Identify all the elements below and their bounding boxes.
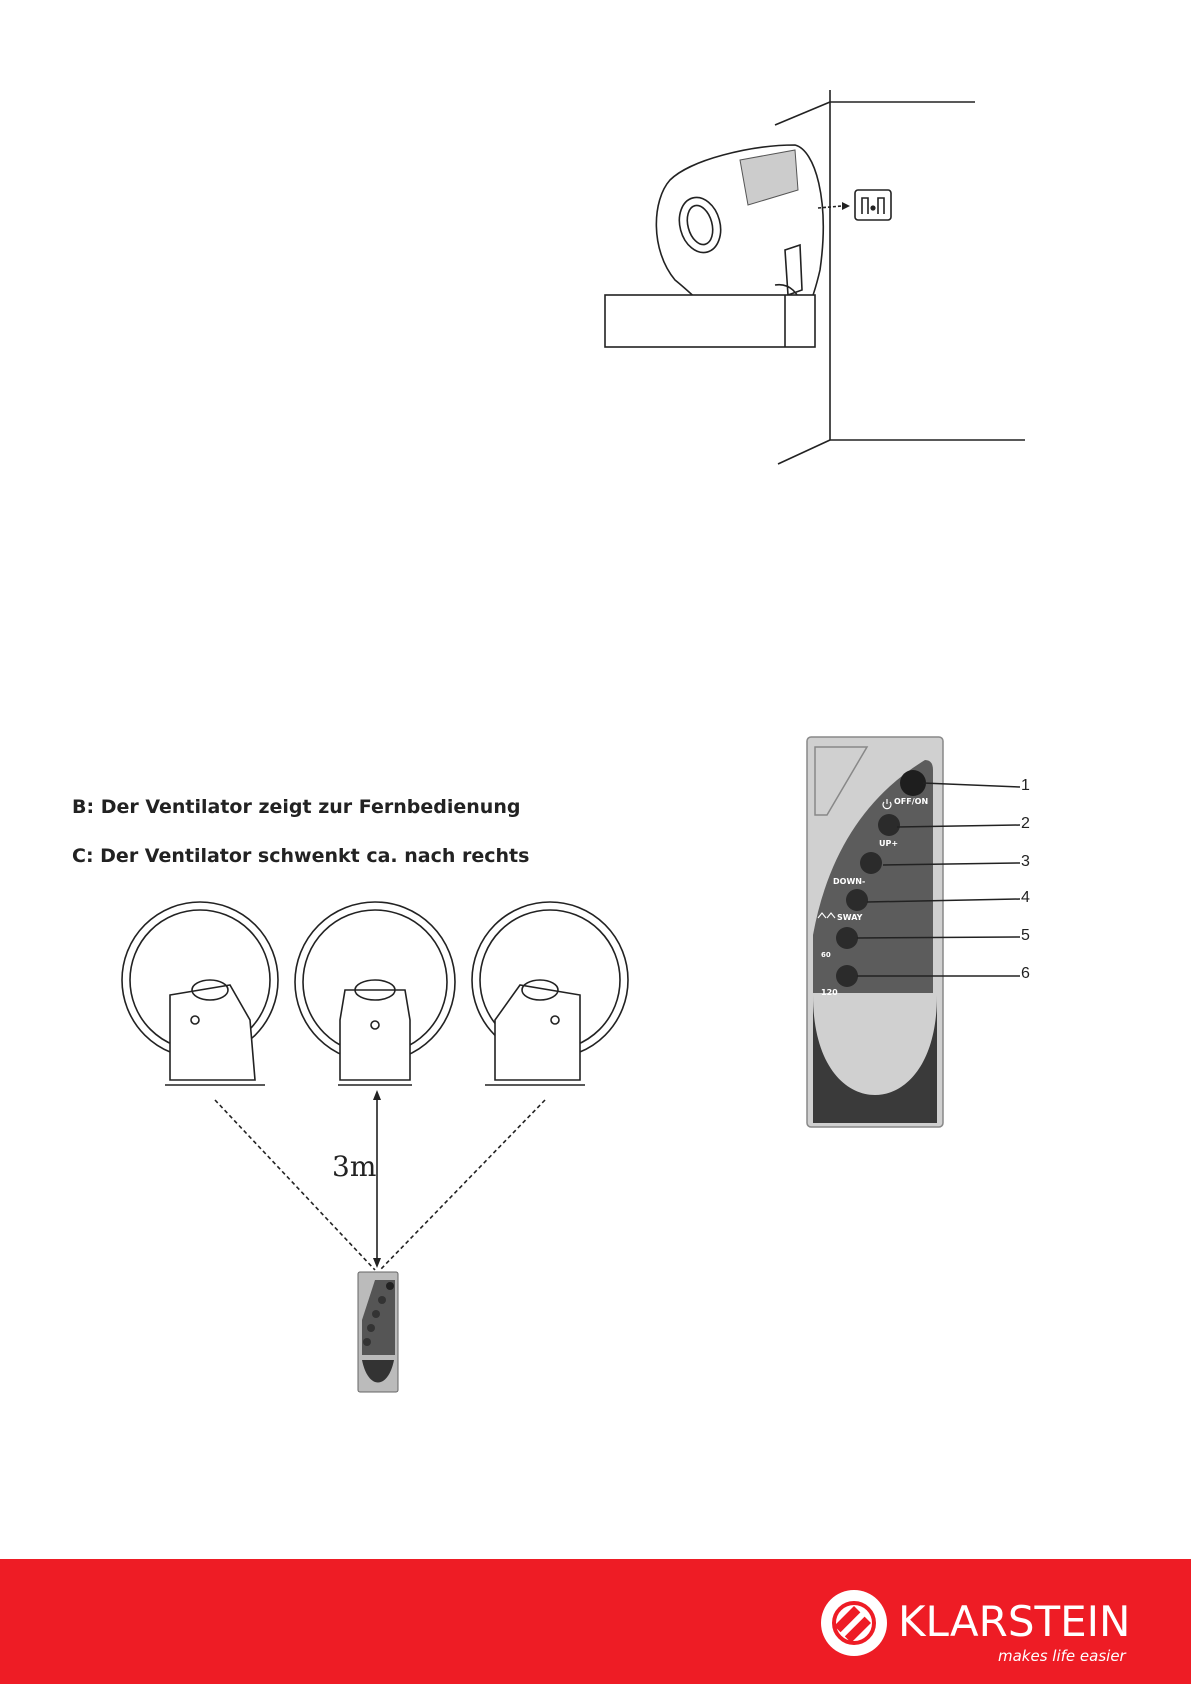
klarstein-logo-icon <box>820 1589 888 1657</box>
brand-name: KLARSTEIN <box>898 1597 1131 1646</box>
wall-mount-diagram <box>590 90 1050 470</box>
remote-label-4: SWAY <box>837 913 863 922</box>
remote-label-6: 120 <box>821 988 838 997</box>
distance-label: 3m <box>332 1150 377 1183</box>
fan-right <box>472 902 628 1085</box>
callout-4: 4 <box>1021 889 1030 906</box>
remote-label-1: OFF/ON <box>894 797 929 806</box>
remote-label-2: UP+ <box>879 839 899 848</box>
callout-5: 5 <box>1021 927 1030 944</box>
brand-logo[interactable] <box>820 1589 1150 1669</box>
remote-small-icon <box>358 1272 398 1392</box>
brand-slogan: makes life easier <box>998 1647 1126 1665</box>
caption-b: B: Der Ventilator zeigt zur Fernbedienung <box>72 796 521 818</box>
remote-label-3: DOWN- <box>833 877 866 886</box>
callout-2: 2 <box>1021 815 1030 832</box>
sway-diagram <box>110 890 670 1400</box>
remote-diagram <box>805 735 1045 1130</box>
callout-3: 3 <box>1021 853 1030 870</box>
footer-bar <box>0 1559 1191 1684</box>
callout-6: 6 <box>1021 965 1030 982</box>
callout-1: 1 <box>1021 777 1030 794</box>
fan-center <box>295 902 455 1085</box>
caption-c: C: Der Ventilator schwenkt ca. nach rechts <box>72 845 530 867</box>
remote-label-5: 60 <box>821 951 831 959</box>
fan-left <box>122 902 278 1085</box>
